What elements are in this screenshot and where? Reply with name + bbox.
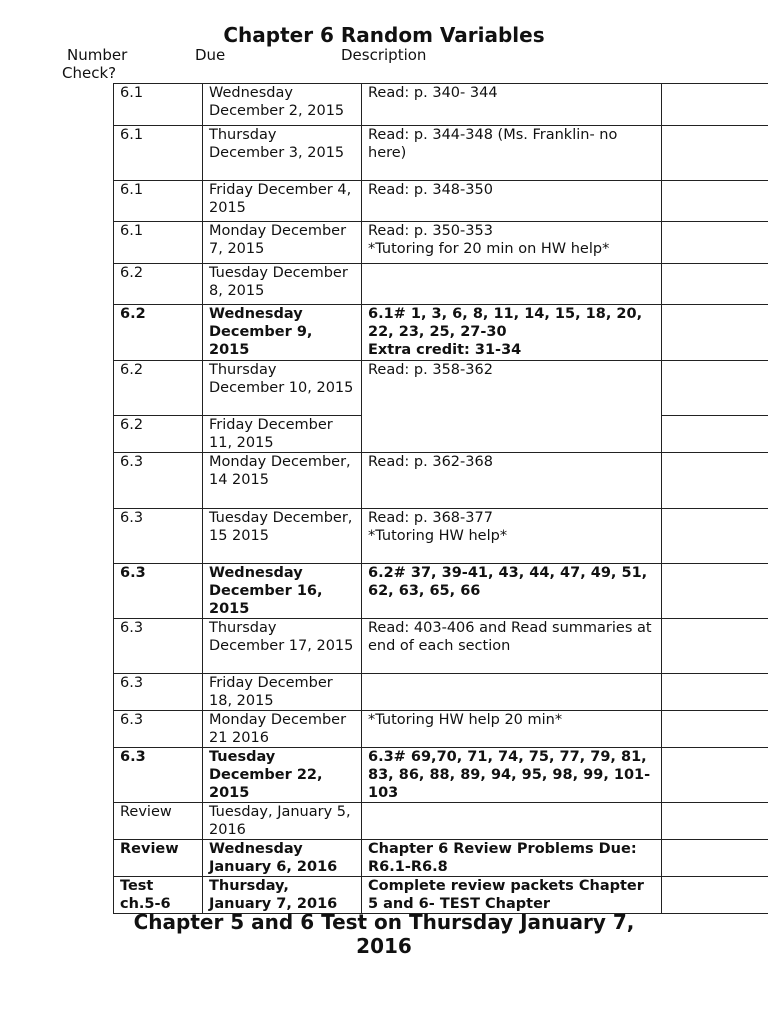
table-row — [114, 564, 768, 619]
description-cell: Read: p. 340- 344 — [362, 84, 662, 126]
check-cell — [662, 361, 768, 416]
table-row — [114, 305, 768, 361]
description-cell: Read: p. 344-348 (Ms. Franklin- no here) — [362, 126, 662, 181]
column-header-due: Due — [195, 46, 226, 64]
description-cell: 6.3# 69,70, 71, 74, 75, 77, 79, 81, 83, 86, 88, 89, 94, 95, 98, 99, 101-103 — [362, 748, 662, 803]
due-date-cell: Monday December 7, 2015 — [203, 222, 362, 264]
test-date-line-1: Chapter 5 and 6 Test on Thursday January 7, — [133, 910, 635, 934]
description-cell: Read: p. 362-368 — [362, 453, 662, 509]
check-cell — [662, 619, 768, 674]
description-line: Read: p. 368-377 — [368, 510, 493, 526]
tutoring-note: *Tutoring for 20 min on HW help* — [368, 241, 610, 257]
table-row — [114, 126, 768, 181]
check-cell — [662, 222, 768, 264]
check-cell — [662, 416, 768, 453]
due-date-cell: Friday December 18, 2015 — [203, 674, 362, 711]
description-cell: Chapter 6 Review Problems Due: R6.1-R6.8 — [362, 840, 662, 877]
due-date-cell: Tuesday, January 5, 2016 — [203, 803, 362, 840]
description-cell: Read: p. 348-350 — [362, 181, 662, 222]
description-cell: 6.2# 37, 39-41, 43, 44, 47, 49, 51, 62, 63, 65, 66 — [362, 564, 662, 619]
check-cell — [662, 126, 768, 181]
section-number-cell: 6.3 — [114, 748, 203, 803]
table-row — [114, 84, 768, 126]
section-number-cell: 6.1 — [114, 181, 203, 222]
section-number-cell: Test ch.5-6 — [114, 877, 203, 914]
section-number-cell: 6.3 — [114, 453, 203, 509]
due-date-cell: Tuesday December 22, 2015 — [203, 748, 362, 803]
check-cell — [662, 181, 768, 222]
section-number-cell: 6.2 — [114, 416, 203, 453]
table-row — [114, 748, 768, 803]
check-cell — [662, 711, 768, 748]
tutoring-note: *Tutoring HW help* — [368, 528, 508, 544]
due-date-cell: Wednesday December 16, 2015 — [203, 564, 362, 619]
section-number-cell: 6.3 — [114, 674, 203, 711]
due-date-cell: Tuesday December 8, 2015 — [203, 264, 362, 305]
table-row — [114, 619, 768, 674]
table-row — [114, 509, 768, 564]
section-number-cell: 6.3 — [114, 564, 203, 619]
extra-credit-note: Extra credit: 31-34 — [368, 342, 522, 358]
test-date-note — [0, 910, 768, 958]
document-title: Chapter 6 Random Variables — [223, 23, 545, 47]
check-cell — [662, 748, 768, 803]
due-date-cell: Friday December 11, 2015 — [203, 416, 362, 453]
check-cell — [662, 453, 768, 509]
due-date-cell: Thursday December 3, 2015 — [203, 126, 362, 181]
section-number-cell: Review — [114, 840, 203, 877]
homework-problems: 6.1# 1, 3, 6, 8, 11, 14, 15, 18, 20, 22, 23, 25, 27-30 — [368, 306, 643, 340]
description-cell — [362, 264, 662, 305]
table-row — [114, 181, 768, 222]
column-header-number: Number — [67, 46, 128, 64]
description-cell — [362, 222, 662, 264]
column-header-description: Description — [341, 46, 427, 64]
check-cell — [662, 674, 768, 711]
due-date-cell: Thursday December 10, 2015 — [203, 361, 362, 416]
check-cell — [662, 877, 768, 914]
table-row — [114, 803, 768, 840]
due-date-cell: Thursday December 17, 2015 — [203, 619, 362, 674]
check-cell — [662, 564, 768, 619]
check-cell — [662, 305, 768, 361]
description-cell: *Tutoring HW help 20 min* — [362, 711, 662, 748]
table-row — [114, 453, 768, 509]
table-row — [114, 840, 768, 877]
table-row — [114, 361, 768, 416]
due-date-cell: Thursday, January 7, 2016 — [203, 877, 362, 914]
section-number-cell: 6.3 — [114, 509, 203, 564]
table-row — [114, 711, 768, 748]
section-number-cell: 6.2 — [114, 264, 203, 305]
table-row — [114, 222, 768, 264]
section-number-cell: 6.3 — [114, 619, 203, 674]
table-row — [114, 674, 768, 711]
due-date-cell: Wednesday December 9, 2015 — [203, 305, 362, 361]
due-date-cell: Friday December 4, 2015 — [203, 181, 362, 222]
column-header-check: Check? — [62, 64, 117, 82]
check-cell — [662, 803, 768, 840]
schedule-table — [113, 83, 768, 914]
description-cell — [362, 674, 662, 711]
description-cell: Read: p. 358-362 — [362, 361, 662, 453]
due-date-cell: Wednesday December 2, 2015 — [203, 84, 362, 126]
due-date-cell: Tuesday December, 15 2015 — [203, 509, 362, 564]
section-number-cell: 6.1 — [114, 84, 203, 126]
section-number-cell: 6.2 — [114, 305, 203, 361]
due-date-cell: Wednesday January 6, 2016 — [203, 840, 362, 877]
check-cell — [662, 264, 768, 305]
description-cell — [362, 305, 662, 361]
description-cell — [362, 509, 662, 564]
table-row — [114, 877, 768, 914]
due-date-cell: Monday December 21 2016 — [203, 711, 362, 748]
section-number-cell: 6.3 — [114, 711, 203, 748]
section-number-cell: 6.2 — [114, 361, 203, 416]
check-cell — [662, 509, 768, 564]
description-cell: Read: 403-406 and Read summaries at end of each section — [362, 619, 662, 674]
due-date-cell: Monday December, 14 2015 — [203, 453, 362, 509]
description-line: Read: p. 350-353 — [368, 223, 493, 239]
description-cell — [362, 803, 662, 840]
check-cell — [662, 840, 768, 877]
check-cell — [662, 84, 768, 126]
section-number-cell: Review — [114, 803, 203, 840]
section-number-cell: 6.1 — [114, 126, 203, 181]
test-date-line-2: 2016 — [356, 934, 412, 958]
section-number-cell: 6.1 — [114, 222, 203, 264]
table-row — [114, 264, 768, 305]
description-cell: Complete review packets Chapter 5 and 6- TEST Chapter — [362, 877, 662, 914]
